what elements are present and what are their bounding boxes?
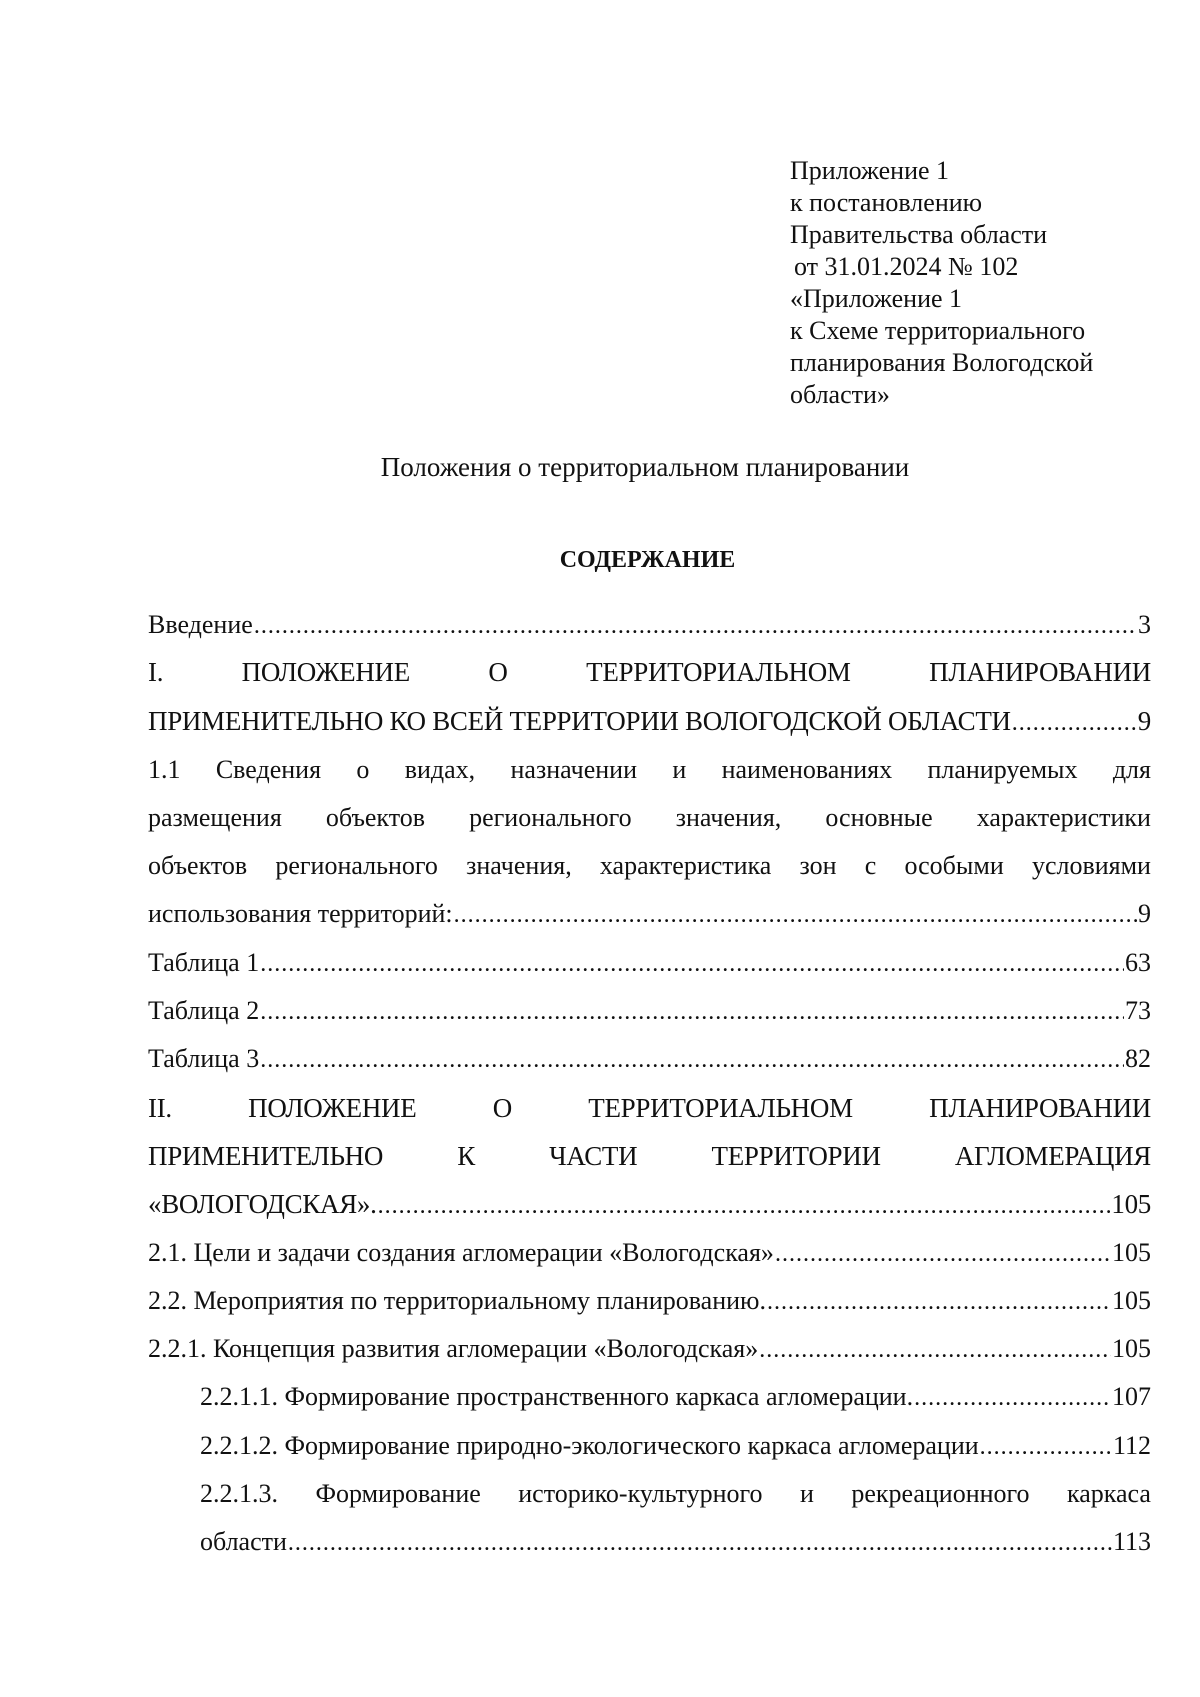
toc-word: условиями xyxy=(1031,851,1151,880)
toc-word: и xyxy=(672,755,687,784)
toc-leader-dots xyxy=(914,1378,1111,1418)
appendix-line: Правительства области xyxy=(790,220,1048,249)
toc-entry-text: использования территорий: xyxy=(148,899,453,928)
toc-entry-1-1-line-1 xyxy=(148,750,1151,790)
appendix-line: планирования Вологодской xyxy=(790,348,1094,377)
toc-word: объектов xyxy=(148,851,248,880)
toc-leader-dots xyxy=(767,1282,1111,1322)
toc-word: и xyxy=(799,1479,814,1508)
toc-page-number: 82 xyxy=(1125,1044,1151,1073)
toc-entry-2-2-1-3-line-2 xyxy=(200,1522,1151,1562)
appendix-line: к Схеме территориального xyxy=(790,316,1086,345)
toc-entry-text: Введение xyxy=(148,610,253,639)
toc-entry-1-1-line-2 xyxy=(148,798,1151,838)
toc-entry-2-2-1-1 xyxy=(200,1377,1151,1417)
toc-word: О xyxy=(492,1093,512,1123)
toc-word: ТЕРРИТОРИАЛЬНОМ xyxy=(586,657,851,687)
toc-word: АГЛОМЕРАЦИЯ xyxy=(954,1141,1151,1171)
toc-leader-dots xyxy=(759,1330,1111,1370)
appendix-header xyxy=(790,155,1170,411)
toc-leader-dots xyxy=(1012,703,1137,743)
toc-word: О xyxy=(488,657,508,687)
toc-entry-text: «ВОЛОГОДСКАЯ». xyxy=(148,1189,377,1219)
toc-word: 1.1 xyxy=(148,755,181,784)
toc-entry-2-2-1-2 xyxy=(200,1426,1151,1466)
toc-entry-text: области xyxy=(200,1527,287,1556)
toc-entry-text: 2.2.1.1. Формирование пространственного каркаса агломерации. xyxy=(200,1382,914,1411)
toc-word: назначении xyxy=(510,755,637,784)
toc-entry-section-1-line-2 xyxy=(148,701,1151,741)
toc-word: объектов xyxy=(325,803,426,832)
toc-word: К xyxy=(457,1141,475,1171)
toc-page-number: 63 xyxy=(1125,948,1151,977)
document-title: Положения о территориальном планировании xyxy=(380,452,910,482)
toc-heading: СОДЕРЖАНИЕ xyxy=(559,547,736,573)
toc-word: историко-культурного xyxy=(518,1479,763,1508)
toc-entry-text: ПРИМЕНИТЕЛЬНО КО ВСЕЙ ТЕРРИТОРИИ ВОЛОГОДСКОЙ ОБЛАСТИ xyxy=(148,706,1011,736)
toc-word: видах, xyxy=(404,755,476,784)
toc-word: с xyxy=(864,851,877,880)
toc-entry-section-2-line-1 xyxy=(148,1088,1151,1128)
toc-word: регионального xyxy=(275,851,438,880)
toc-word: ТЕРРИТОРИАЛЬНОМ xyxy=(588,1093,853,1123)
toc-leader-dots xyxy=(980,1427,1112,1467)
toc-word: ПРИМЕНИТЕЛЬНО xyxy=(148,1141,384,1171)
toc-word: каркаса xyxy=(1067,1479,1151,1508)
appendix-line: «Приложение 1 xyxy=(790,284,963,313)
toc-leader-dots xyxy=(288,1523,1112,1563)
toc-word: II. xyxy=(148,1093,172,1123)
toc-page-number: 112 xyxy=(1112,1431,1151,1460)
toc-word: рекреационного xyxy=(851,1479,1030,1508)
toc-entry-section-2-line-3 xyxy=(148,1184,1151,1224)
toc-leader-dots xyxy=(454,895,1137,935)
toc-entry-text: Таблица 3 xyxy=(148,1044,260,1073)
toc-leader-dots xyxy=(260,992,1124,1032)
toc-word: ПОЛОЖЕНИЕ xyxy=(241,657,410,687)
appendix-line: Приложение 1 xyxy=(790,156,950,185)
toc-word: для xyxy=(1112,755,1151,784)
appendix-line: к постановлению xyxy=(790,188,983,217)
toc-word: характеристики xyxy=(976,803,1151,832)
toc-page-number: 105 xyxy=(1112,1334,1151,1363)
toc-entry-text: 2.2. Мероприятия по территориальному планированию. xyxy=(148,1286,766,1315)
toc-word: характеристика xyxy=(599,851,772,880)
toc-leader-dots xyxy=(260,1040,1124,1080)
toc-entry-2-2 xyxy=(148,1281,1151,1321)
toc-leader-dots xyxy=(775,1234,1111,1274)
toc-page-number: 9 xyxy=(1137,706,1151,736)
toc-page-number: 73 xyxy=(1125,996,1151,1025)
toc-word: ПОЛОЖЕНИЕ xyxy=(248,1093,417,1123)
toc-page-number: 105 xyxy=(1112,1238,1151,1267)
toc-word: Формирование xyxy=(315,1479,481,1508)
toc-page-number: 105 xyxy=(1111,1189,1151,1219)
toc-word: ПЛАНИРОВАНИИ xyxy=(929,657,1151,687)
toc-page-number: 9 xyxy=(1138,899,1151,928)
appendix-line: от 31.01.2024 № 102 xyxy=(794,252,1019,281)
toc-word: ЧАСТИ xyxy=(549,1141,638,1171)
appendix-line: области» xyxy=(790,380,890,409)
toc-entry-table-2 xyxy=(148,991,1151,1031)
toc-leader-dots xyxy=(254,606,1137,646)
toc-leader-dots xyxy=(260,944,1124,984)
toc-page-number: 3 xyxy=(1138,610,1151,639)
toc-leader-dots xyxy=(378,1186,1111,1226)
toc-word: I. xyxy=(148,657,164,687)
toc-word: о xyxy=(356,755,370,784)
toc-entry-text: 2.1. Цели и задачи создания агломерации «Вологодская» xyxy=(148,1238,774,1267)
toc-word: наименованиях xyxy=(721,755,893,784)
toc-word: значения, xyxy=(466,851,572,880)
toc-entry-text: 2.2.1.2. Формирование природно-экологического каркаса агломерации xyxy=(200,1431,979,1460)
toc-word: планируемых xyxy=(927,755,1078,784)
toc-entry-section-2-line-2 xyxy=(148,1136,1151,1176)
toc-entry-2-2-1-3-line-1 xyxy=(200,1474,1151,1514)
toc-word: 2.2.1.3. xyxy=(200,1479,278,1508)
toc-word: значения, xyxy=(675,803,782,832)
toc-word: размещения xyxy=(148,803,282,832)
toc-word: ПЛАНИРОВАНИИ xyxy=(929,1093,1151,1123)
toc-word: ТЕРРИТОРИИ xyxy=(711,1141,881,1171)
toc-page-number: 105 xyxy=(1112,1286,1151,1315)
toc-entry-section-1-line-1 xyxy=(148,652,1151,692)
toc-page-number: 113 xyxy=(1112,1527,1151,1556)
toc-entry-table-1 xyxy=(148,943,1151,983)
toc-word: основные xyxy=(825,803,933,832)
toc-entry-text: Таблица 2 xyxy=(148,996,260,1025)
toc-entry-table-3 xyxy=(148,1039,1151,1079)
toc-entry-2-1 xyxy=(148,1233,1151,1273)
toc-entry-text: 2.2.1. Концепция развития агломерации «Вологодская» xyxy=(148,1334,759,1363)
toc-entry-1-1-line-4 xyxy=(148,894,1151,934)
toc-entry-intro xyxy=(148,605,1151,645)
toc-entry-1-1-line-3 xyxy=(148,846,1151,886)
toc-entry-text: Таблица 1 xyxy=(148,948,260,977)
toc-word: особыми xyxy=(904,851,1004,880)
toc-word: зон xyxy=(799,851,837,880)
toc-word: регионального xyxy=(469,803,632,832)
toc-entry-2-2-1 xyxy=(148,1329,1151,1369)
toc-word: Сведения xyxy=(215,755,322,784)
toc-page-number: 107 xyxy=(1112,1382,1151,1411)
